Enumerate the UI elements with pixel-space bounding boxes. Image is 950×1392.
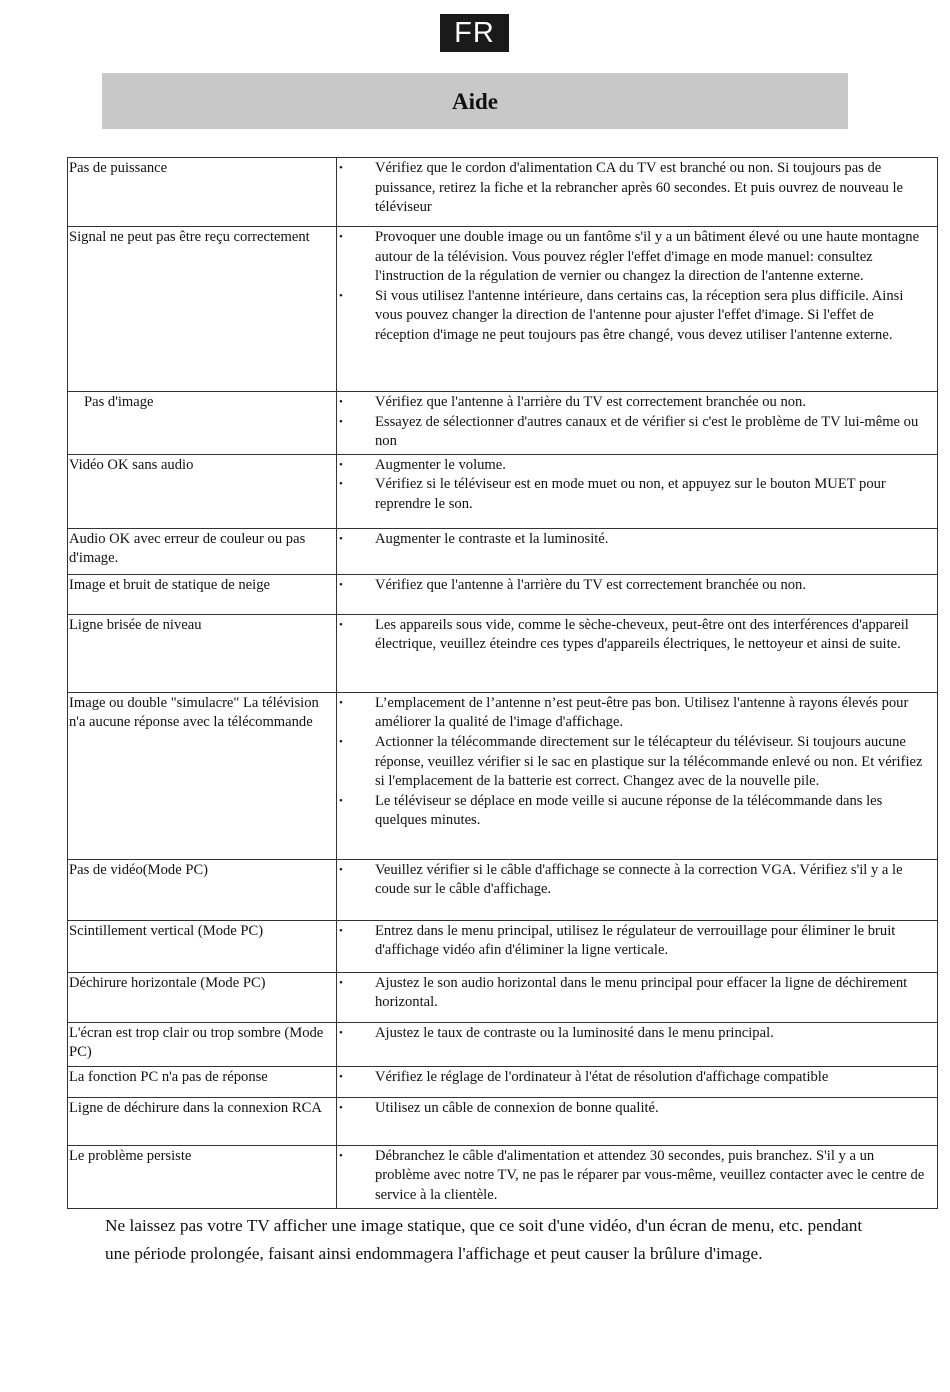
bullet-icon: • bbox=[339, 162, 343, 174]
problem-cell: Image ou double "simulacre" La télévision n'a aucune réponse avec la télécommande bbox=[68, 692, 337, 859]
solution-list bbox=[338, 1099, 936, 1119]
solution-text: Utilisez un câble de connexion de bonne qualité. bbox=[375, 1099, 659, 1116]
solution-list bbox=[338, 530, 936, 550]
bullet-icon: • bbox=[339, 696, 343, 709]
solution-list bbox=[338, 694, 936, 831]
solution-list bbox=[338, 616, 936, 655]
solution-text: Veuillez vérifier si le câble d'affichage se connecte à la correction VGA. Vérifiez s'il y a le coude sur le câble d'affichage. bbox=[375, 861, 903, 898]
table-row bbox=[68, 392, 938, 455]
table-row bbox=[68, 454, 938, 528]
solution-cell bbox=[337, 859, 938, 920]
table-row bbox=[68, 920, 938, 972]
solution-list bbox=[338, 1147, 936, 1206]
solution-list bbox=[338, 974, 936, 1013]
problem-cell: Audio OK avec erreur de couleur ou pas d'image. bbox=[68, 528, 337, 574]
table-row bbox=[68, 1022, 938, 1066]
solution-item bbox=[338, 576, 936, 596]
solution-item bbox=[338, 413, 936, 452]
table-row bbox=[68, 1066, 938, 1097]
solution-list bbox=[338, 1068, 936, 1088]
solution-cell bbox=[337, 1145, 938, 1208]
solution-list bbox=[338, 228, 936, 346]
solution-item bbox=[338, 1099, 936, 1119]
problem-cell: Vidéo OK sans audio bbox=[68, 454, 337, 528]
solution-item bbox=[338, 733, 936, 792]
solution-text: Augmenter le volume. bbox=[375, 456, 506, 473]
problem-cell: Pas de vidéo(Mode PC) bbox=[68, 859, 337, 920]
solution-cell bbox=[337, 972, 938, 1022]
solution-cell bbox=[337, 920, 938, 972]
solution-item bbox=[338, 475, 936, 514]
table-row bbox=[68, 614, 938, 692]
solution-text: Vérifiez que l'antenne à l'arrière du TV est correctement branchée ou non. bbox=[375, 394, 806, 410]
solution-item bbox=[338, 694, 936, 733]
solution-text: Essayez de sélectionner d'autres canaux et de vérifier si c'est le problème de TV lui-même ou non bbox=[375, 413, 919, 450]
bullet-icon: • bbox=[339, 578, 343, 591]
solution-cell bbox=[337, 392, 938, 455]
table-row bbox=[68, 574, 938, 614]
problem-cell: Signal ne peut pas être reçu correctement bbox=[68, 227, 337, 392]
problem-cell: Ligne brisée de niveau bbox=[68, 614, 337, 692]
solution-list bbox=[338, 922, 936, 961]
problem-cell: L'écran est trop clair ou trop sombre (Mode PC) bbox=[68, 1022, 337, 1066]
solution-item bbox=[338, 792, 936, 831]
solution-item bbox=[338, 861, 936, 900]
solution-text: Les appareils sous vide, comme le sèche-cheveux, peut-être ont des interférences d'appareil électrique, veuillez éteindre ces types d'appareils électriques, le nettoyeur et ainsi de suite. bbox=[375, 616, 909, 653]
solution-text: Ajustez le son audio horizontal dans le menu principal pour effacer la ligne de déchirement horizontal. bbox=[375, 974, 908, 1011]
solution-item bbox=[338, 159, 936, 218]
problem-cell: Déchirure horizontale (Mode PC) bbox=[68, 972, 337, 1022]
bullet-icon: • bbox=[339, 735, 343, 748]
bullet-icon: • bbox=[339, 415, 343, 428]
solution-text: Provoquer une double image ou un fantôme s'il y a un bâtiment élevé ou une haute montagne autour de la télévision. Vous pouvez régler l'effet d'image en mode manuel: consultez l'instruction de la régulation de vernier ou changez la direction de l'antenne externe. bbox=[375, 229, 920, 285]
bullet-icon: • bbox=[339, 976, 343, 989]
table-row bbox=[68, 158, 938, 227]
troubleshooting-table bbox=[67, 157, 938, 1209]
troubleshooting-table-body bbox=[68, 158, 938, 1209]
solution-item bbox=[338, 616, 936, 655]
bullet-icon: • bbox=[339, 231, 343, 243]
solution-cell bbox=[337, 1097, 938, 1145]
solution-text: Vérifiez que l'antenne à l'arrière du TV est correctement branchée ou non. bbox=[375, 576, 806, 593]
bullet-icon: • bbox=[339, 289, 343, 302]
bullet-icon: • bbox=[339, 1101, 343, 1114]
solution-text: Actionner la télécommande directement sur le télécapteur du téléviseur. Si toujours aucune réponse, veuillez vérifier si le sac en plastique sur la télécommande enlevé ou non. Et vérifiez si l'emplacement de la batterie est correct. Changez avec de la nouvelle pile. bbox=[375, 733, 923, 790]
table-row bbox=[68, 528, 938, 574]
problem-cell: Pas de puissance bbox=[68, 158, 337, 227]
bullet-icon: • bbox=[339, 618, 343, 631]
bullet-icon: • bbox=[339, 458, 343, 471]
table-row bbox=[68, 692, 938, 859]
solution-item bbox=[338, 922, 936, 961]
table-row bbox=[68, 972, 938, 1022]
solution-list bbox=[338, 576, 936, 596]
solution-text: Augmenter le contraste et la luminosité. bbox=[375, 530, 609, 547]
solution-text: L’emplacement de l’antenne n’est peut-être pas bon. Utilisez l'antenne à rayons élevés pour améliorer la qualité de l'image d'affichage. bbox=[375, 694, 909, 731]
solution-text: Ajustez le taux de contraste ou la luminosité dans le menu principal. bbox=[375, 1024, 774, 1041]
table-row bbox=[68, 859, 938, 920]
bullet-icon: • bbox=[339, 396, 343, 408]
solution-cell bbox=[337, 614, 938, 692]
solution-item bbox=[338, 530, 936, 550]
solution-item bbox=[338, 1068, 936, 1088]
solution-item bbox=[338, 456, 936, 476]
solution-text: Débranchez le câble d'alimentation et attendez 30 secondes, puis branchez. S'il y a un problème avec notre TV, ne pas le réparer par vous-même, veuillez contacter avec le centre de service à la clientèle. bbox=[375, 1147, 925, 1203]
solution-list bbox=[338, 393, 936, 452]
bullet-icon: • bbox=[339, 924, 343, 937]
solution-cell bbox=[337, 528, 938, 574]
solution-item bbox=[338, 228, 936, 287]
bullet-icon: • bbox=[339, 478, 343, 491]
solution-list bbox=[338, 456, 936, 515]
solution-text: Le téléviseur se déplace en mode veille si aucune réponse de la télécommande dans les quelques minutes. bbox=[375, 792, 883, 829]
problem-cell: Scintillement vertical (Mode PC) bbox=[68, 920, 337, 972]
bullet-icon: • bbox=[339, 1070, 343, 1083]
table-row bbox=[68, 227, 938, 392]
problem-cell: Ligne de déchirure dans la connexion RCA bbox=[68, 1097, 337, 1145]
solution-cell bbox=[337, 158, 938, 227]
solution-item bbox=[338, 287, 936, 346]
language-badge: FR bbox=[440, 14, 509, 52]
solution-cell bbox=[337, 574, 938, 614]
solution-text: Vérifiez le réglage de l'ordinateur à l'état de résolution d'affichage compatible bbox=[375, 1068, 829, 1085]
solution-item bbox=[338, 1024, 936, 1044]
solution-item bbox=[338, 393, 936, 413]
problem-cell: Pas d'image bbox=[68, 392, 337, 455]
solution-text: Vérifiez si le téléviseur est en mode muet ou non, et appuyez sur le bouton MUET pour reprendre le son. bbox=[375, 476, 886, 512]
problem-cell: La fonction PC n'a pas de réponse bbox=[68, 1066, 337, 1097]
bullet-icon: • bbox=[339, 863, 343, 876]
solution-list bbox=[338, 1024, 936, 1044]
problem-cell: Image et bruit de statique de neige bbox=[68, 574, 337, 614]
bullet-icon: • bbox=[339, 532, 343, 545]
page-title: Aide bbox=[102, 73, 848, 129]
bullet-icon: • bbox=[339, 794, 343, 807]
solution-item bbox=[338, 974, 936, 1013]
solution-cell bbox=[337, 1066, 938, 1097]
solution-text: Entrez dans le menu principal, utilisez le régulateur de verrouillage pour éliminer le bruit d'affichage vidéo afin d'éliminer la ligne verticale. bbox=[375, 922, 896, 959]
bullet-icon: • bbox=[339, 1026, 343, 1039]
footer-note: Ne laissez pas votre TV afficher une image statique, que ce soit d'une vidéo, d'un écran de menu, etc. pendant une période prolongée, faisant ainsi endommagera l'affichage et peut causer la brûlure d'image. bbox=[105, 1216, 863, 1263]
solution-cell bbox=[337, 227, 938, 392]
solution-cell bbox=[337, 1022, 938, 1066]
solution-cell bbox=[337, 692, 938, 859]
table-row bbox=[68, 1145, 938, 1208]
bullet-icon: • bbox=[339, 1149, 343, 1162]
table-row bbox=[68, 1097, 938, 1145]
solution-item bbox=[338, 1147, 936, 1206]
solution-cell bbox=[337, 454, 938, 528]
solution-text: Si vous utilisez l'antenne intérieure, dans certains cas, la réception sera plus difficile. Ainsi vous pouvez changer la direction de l'antenne pour ajuster l'effet d'image. Si l'effet de réception d'image ne peut toujours pas être changé, vous devez utiliser l'antenne externe. bbox=[375, 287, 904, 343]
problem-cell: Le problème persiste bbox=[68, 1145, 337, 1208]
solution-list bbox=[338, 159, 936, 218]
solution-text: Vérifiez que le cordon d'alimentation CA du TV est branché ou non. Si toujours pas de puissance, retirez la fiche et la rebrancher après 60 secondes. Et puis ouvrez de nouveau le téléviseur bbox=[375, 160, 903, 216]
solution-list bbox=[338, 861, 936, 900]
